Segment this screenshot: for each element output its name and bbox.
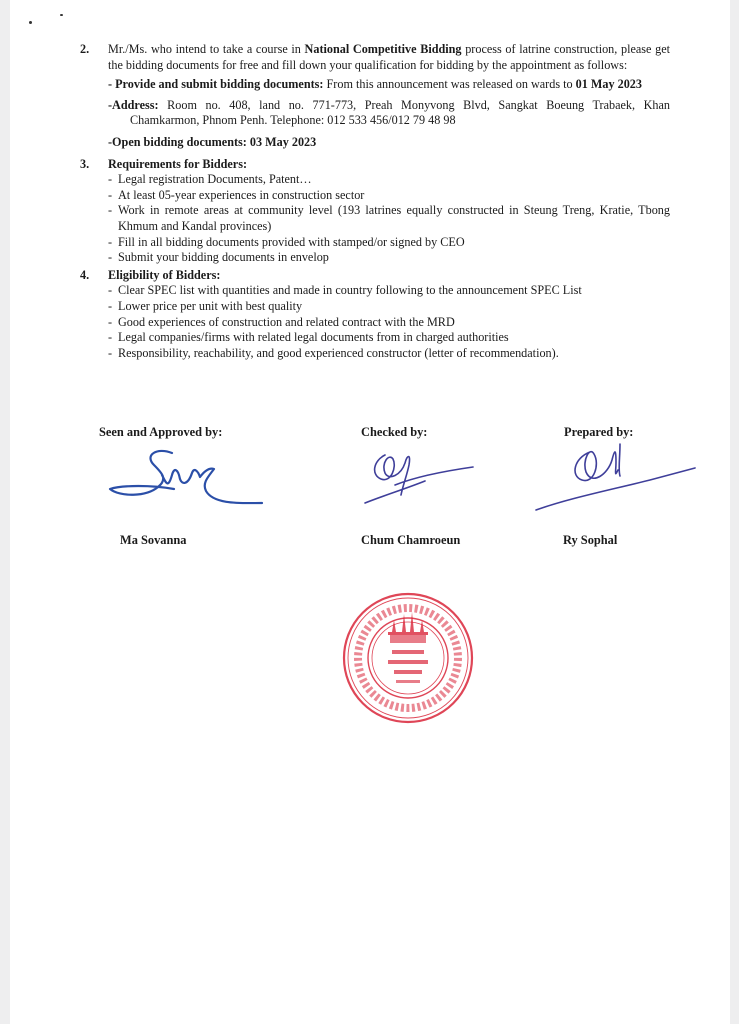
section-4 — [80, 268, 670, 362]
eligibility-list — [108, 283, 670, 361]
section-2 — [80, 42, 670, 151]
approver-name: Ma Sovanna — [120, 533, 187, 547]
signature-ma-sovanna — [102, 445, 272, 515]
section-number: 3. — [80, 156, 90, 171]
list-item: - Work in remote areas at community level (193 latrines equally constructed in Steung Treng, Kratie, Tbong Khmum and Kandal provinces) — [108, 203, 670, 233]
list-item: - At least 05-year experiences in construction sector — [108, 187, 365, 202]
checker-name: Chum Chamroeun — [361, 533, 461, 547]
section-number: 2. — [80, 42, 90, 56]
list-item: - Responsibility, reachability, and good experienced constructor (letter of recommendation). — [108, 345, 559, 360]
list-item: - Good experiences of construction and related contract with the MRD — [108, 314, 455, 329]
section-2-intro: Mr./Ms. who intend to take a course in National Competitive Bidding process of latrine construction, please get the bidding documents for free and fill down your qualification for bidding by the appointment as follows: — [108, 42, 670, 72]
requirements-list — [108, 172, 670, 266]
document-body — [80, 42, 670, 361]
list-item: - Submit your bidding documents in envelop — [108, 250, 329, 265]
approved-by-label: Seen and Approved by: — [99, 425, 223, 439]
list-item: - Legal registration Documents, Patent… — [108, 172, 312, 187]
list-item: - Legal companies/firms with related legal documents from in charged authorities — [108, 330, 509, 345]
list-item: - Fill in all bidding documents provided with stamped/or signed by CEO — [108, 234, 465, 249]
provide-documents-line: - Provide and submit bidding documents: From this announcement was released on wards to 01 May 2023 — [108, 77, 642, 92]
preparer-name: Ry Sophal — [563, 533, 618, 547]
list-item: - Clear SPEC list with quantities and made in country following to the announcement SPEC List — [108, 283, 582, 298]
prepared-by-label: Prepared by: — [564, 425, 634, 439]
section-3 — [80, 157, 670, 266]
open-documents-line: -Open bidding documents: 03 May 2023 — [108, 134, 317, 149]
section-number: 4. — [80, 267, 90, 282]
scan-speck — [60, 14, 63, 16]
section-3-heading: Requirements for Bidders: — [108, 156, 248, 171]
checked-by-label: Checked by: — [361, 425, 428, 439]
signature-ry-sophal — [530, 440, 700, 515]
signature-chum-chamroeun — [355, 445, 485, 505]
scan-speck — [29, 21, 32, 24]
list-item: - Lower price per unit with best quality — [108, 298, 303, 313]
official-stamp-seal — [340, 590, 476, 726]
section-4-heading: Eligibility of Bidders: — [108, 267, 221, 282]
address-line: -Address: Room no. 408, land no. 771-773, Preah Monyvong Blvd, Sangkat Boeung Trabaek, Khan Chamkarmon, Phnom Penh. Telephone: 012 533 456/012 79 48 98 — [108, 97, 670, 128]
document-page — [10, 0, 730, 1024]
